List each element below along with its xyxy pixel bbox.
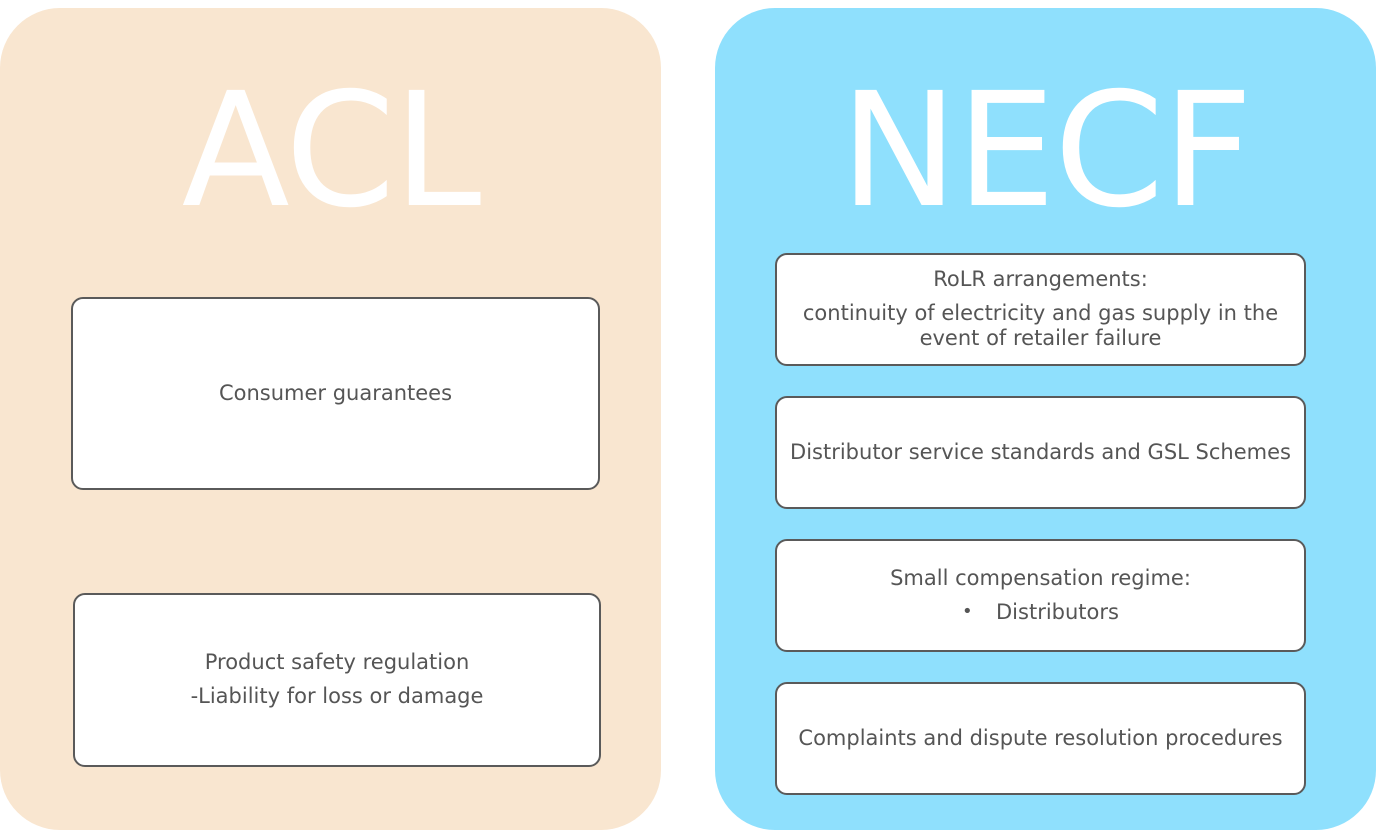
rolr-arrangements-box bbox=[775, 253, 1306, 366]
consumer-guarantees-box bbox=[71, 297, 600, 490]
box-heading: RoLR arrangements: bbox=[933, 267, 1148, 292]
complaints-dispute-box bbox=[775, 682, 1306, 795]
bullet-icon: • bbox=[962, 601, 973, 623]
box-text: Distributor service standards and GSL Schemes bbox=[790, 439, 1291, 464]
distributor-standards-box bbox=[775, 396, 1306, 509]
box-text: Complaints and dispute resolution procedures bbox=[798, 725, 1283, 750]
acl-title: ACL bbox=[181, 59, 480, 243]
box-text: Product safety regulation bbox=[204, 650, 470, 675]
box-text: continuity of electricity and gas supply in the bbox=[802, 300, 1279, 325]
bullet-item bbox=[962, 600, 1119, 626]
necf-panel bbox=[715, 8, 1376, 830]
small-compensation-box bbox=[775, 539, 1306, 652]
box-text: Consumer guarantees bbox=[218, 380, 453, 405]
product-safety-box bbox=[73, 593, 601, 767]
box-text: event of retailer failure bbox=[919, 326, 1162, 351]
bullet-text: Distributors bbox=[996, 599, 1119, 624]
box-text: -Liability for loss or damage bbox=[190, 684, 484, 708]
box-heading: Small compensation regime: bbox=[890, 565, 1191, 590]
acl-panel bbox=[0, 8, 661, 830]
necf-title: NECF bbox=[839, 59, 1252, 243]
